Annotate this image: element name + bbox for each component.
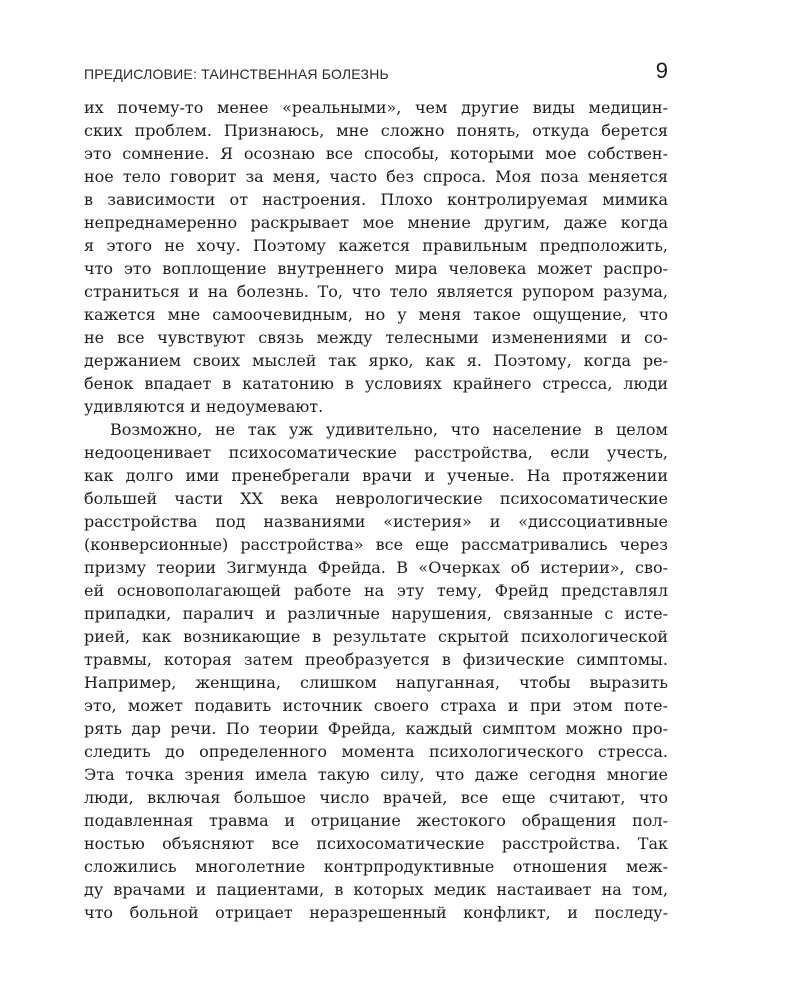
text-line: кажется мне самоочевидным, но у меня такое ощущение, что [84,305,668,324]
text-line: это, может подавить источник своего страха и при этом поте- [84,696,668,715]
text-line: Эта точка зрения имела такую силу, что даже сегодня многие [84,765,668,784]
text-line: держанием своих мыслей так ярко, как я. Поэтому, когда ре- [84,351,668,370]
text-line: рять дар речи. По теории Фрейда, каждый симптом можно про- [84,719,668,738]
text-line: бенок впадает в кататонию в условиях крайнего стресса, люди [84,374,668,393]
text-line: Например, женщина, слишком напуганная, чтобы выразить [84,673,668,692]
text-line: ду врачами и пациентами, в которых медик настаивает на том, [84,880,668,899]
text-line: непреднамеренно раскрывает мое мнение другим, даже когда [84,213,668,232]
text-line: люди, включая большое число врачей, все еще считают, что [84,788,668,807]
paragraph-2 [84,418,668,924]
text-line: недооценивает психосоматические расстройства, если учесть, [84,443,668,462]
body-text [84,96,668,924]
text-line: призму теории Зигмунда Фрейда. В «Очерках об истерии», сво- [84,558,668,577]
text-line: в зависимости от настроения. Плохо контролируемая мимика [84,190,668,209]
text-line: я этого не хочу. Поэтому кажется правильным предположить, [84,236,668,255]
text-line: ей основополагающей работе на эту тему, Фрейд представлял [84,581,668,600]
text-line: следить до определенного момента психологического стресса. [84,742,668,761]
text-line: что это воплощение внутреннего мира человека может распро- [84,259,668,278]
text-line: не все чувствуют связь между телесными изменениями и со- [84,328,668,347]
running-title: ПРЕДИСЛОВИЕ: ТАИНСТВЕННАЯ БОЛЕЗНЬ [84,66,389,82]
text-line: как долго ими пренебрегали врачи и ученые. На протяжении [84,466,668,485]
text-line: удивляются и недоумевают. [84,397,324,416]
running-head [84,58,668,88]
text-line: сложились многолетние контрпродуктивные отношения меж- [84,857,668,876]
text-line: их почему-то менее «реальными», чем другие виды медицин- [84,98,668,117]
page-number: 9 [655,58,668,83]
text-line: что больной отрицает неразрешенный конфликт, и последу- [84,903,668,922]
text-line: ное тело говорит за меня, часто без спроса. Моя поза меняется [84,167,668,186]
text-line: подавленная травма и отрицание жестокого обращения пол- [84,811,668,830]
text-line: (конверсионные) расстройства» все еще рассматривались через [84,535,668,554]
text-line: страниться и на болезнь. То, что тело является рупором разума, [84,282,668,301]
paragraph-1 [84,96,668,418]
text-line: ностью объясняют все психосоматические расстройства. Так [84,834,668,853]
text-line: травмы, которая затем преобразуется в физические симптомы. [84,650,668,669]
text-line: припадки, паралич и различные нарушения, связанные с исте- [84,604,668,623]
text-line: Возможно, не так уж удивительно, что население в целом [110,420,668,439]
text-line: ских проблем. Признаюсь, мне сложно понять, откуда берется [84,121,668,140]
text-line: большей части XX века неврологические психосоматические [84,489,668,508]
text-line: расстройства под названиями «истерия» и «диссоциативные [84,512,668,531]
text-line: это сомнение. Я осознаю все способы, которыми мое собствен- [84,144,668,163]
text-line: рией, как возникающие в результате скрытой психологической [84,627,668,646]
